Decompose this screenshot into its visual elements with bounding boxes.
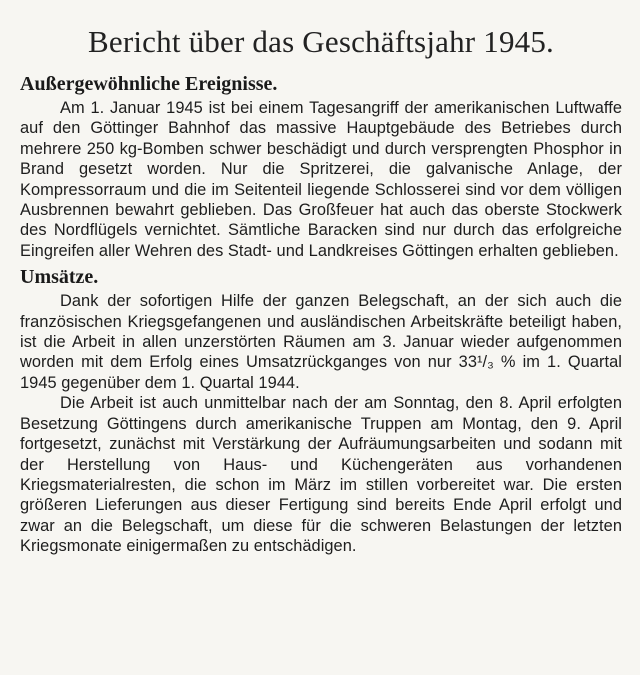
section-heading-events: Außergewöhnliche Ereignisse. — [20, 73, 278, 95]
paragraph-sales-2: Die Arbeit ist auch unmittelbar nach der am Sonntag, den 8. April erfolgten Besetzung Göttingens durch amerikanische Truppen am Montag, den 9. April fortgesetzt, zunächst mit Verstärkung der Aufräumungsarbeiten und sodann mit der Herstellung von Haus- und Küchengeräten aus vorhandenen Kriegsmaterialresten, die schon im März im stillen vorbereitet war. Die ersten größeren Lieferungen aus dieser Fertigung sind bereits Ende April erfolgt und zwar an die Belegschaft, um diese für die schweren Belastungen der letzten Kriegsmonate einigermaßen zu entschädigen. — [20, 394, 622, 556]
page-title: Bericht über das Geschäftsjahr 1945. — [87, 24, 555, 59]
paragraph-events: Am 1. Januar 1945 ist bei einem Tagesangriff der amerikanischen Luftwaffe auf den Göttinger Bahnhof das massive Hauptgebäude des Betriebes durch mehrere 250 kg-Bomben schwer beschädigt und durch versprengten Phosphor in Brand gesetzt worden. Nur die Spritzerei, die galvanische Anlage, der Kompressorraum und die im Seitenteil liegende Schlosserei sind vor dem völligen Ausbrennen bewahrt geblieben. Das Großfeuer hat auch das oberste Stockwerk des Nordflügels vernichtet. Sämtliche Baracken sind nur durch das erfolgreiche Eingreifen aller Wehren des Stadt- und Landkreises Göttingen erhalten geblieben. — [20, 99, 622, 260]
section-heading-sales: Umsätze. — [20, 266, 99, 289]
paragraph-sales-1: Dank der sofortigen Hilfe der ganzen Belegschaft, an der sich auch die französischen Kriegsgefangenen und ausländischen Arbeitskräfte beteiligt haben, ist die Arbeit in allen unzerstörten Räumen am 3. Januar wieder aufgenommen worden mit dem Erfolg eines Umsatzrückganges von nur 33¹/₃ % im 1. Quartal 1945 gegenüber dem 1. Quartal 1944. — [20, 292, 622, 392]
